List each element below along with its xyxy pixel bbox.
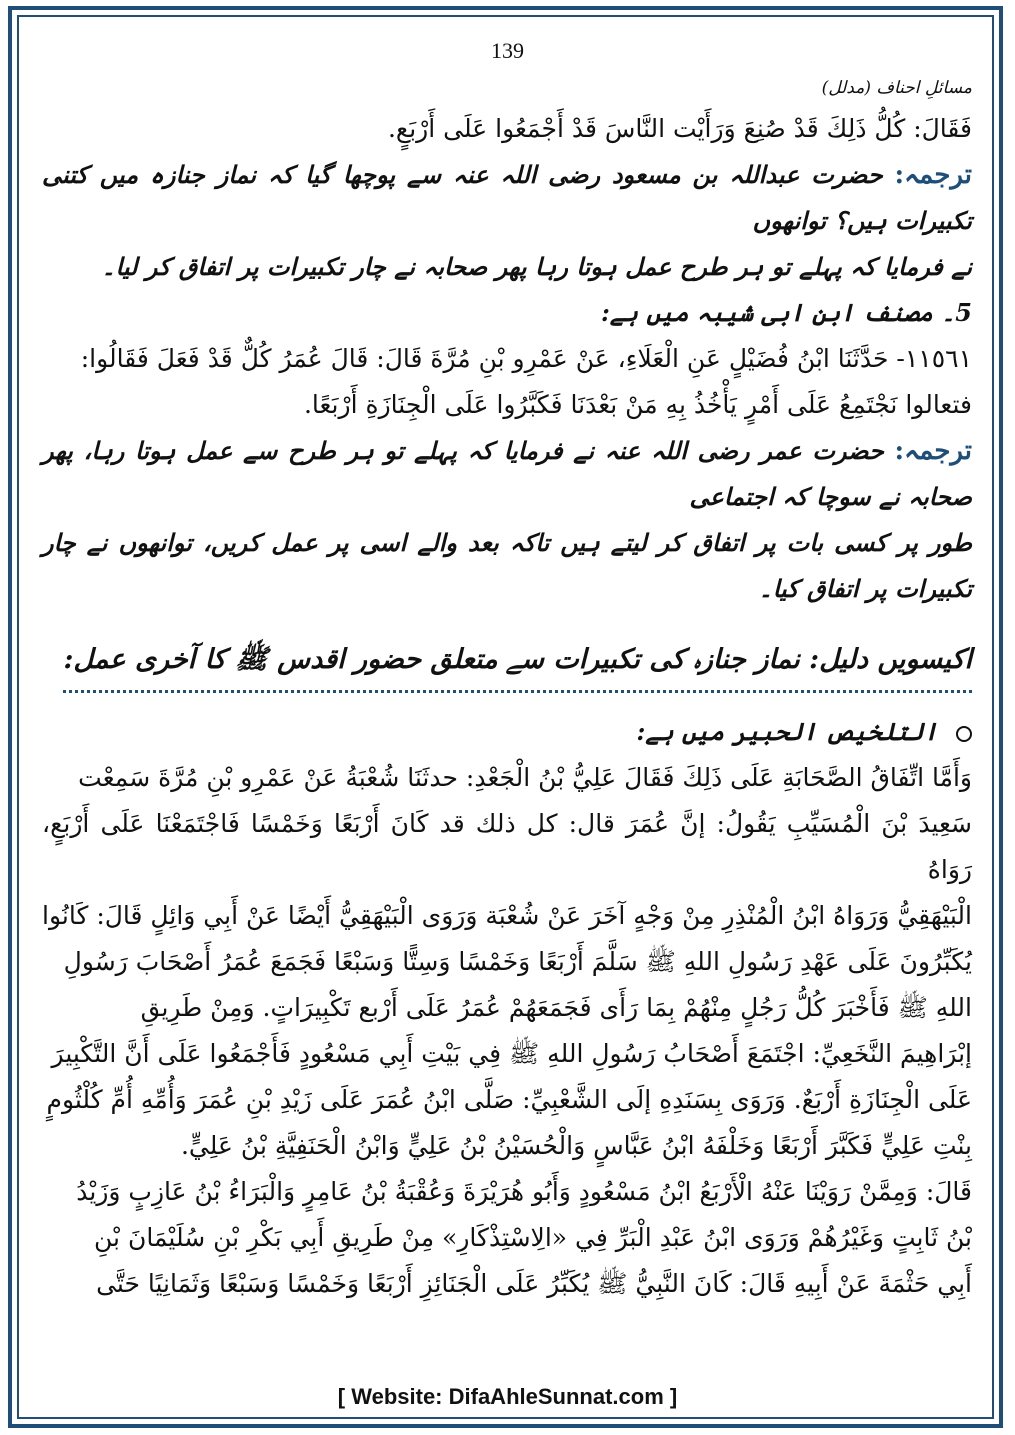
arabic-text-line: ١١٥٦١- حَدَّثَنَا ابْنُ فُضَيْلٍ عَنِ الْعَلَاءِ، عَنْ عَمْرِو بْنِ مُرَّةَ قَالَ: قَالَ عُمَرُ كُلٌّ قَدْ فَعَلَ فَقَالُوا: bbox=[80, 344, 972, 373]
source-text: التلخیص الحبیر میں ہے: bbox=[636, 717, 938, 746]
translation-text: حضرت عبداللہ بن مسعود رضی اللہ عنہ سے پوچھا گیا کہ نماز جنازہ میں کتنی تکبیرات ہیں؟ توانھوں bbox=[42, 160, 972, 235]
translation-label: ترجمہ: bbox=[894, 160, 972, 190]
arabic-text-line: فتعالوا نَجْتَمِعُ عَلَى أَمْرٍ يَأْخُذُ بِهِ مَنْ بَعْدَنَا فَكَبَّرُوا عَلَى الْجِنَازَةِ أَرْبَعًا. bbox=[303, 390, 972, 419]
source-line: 5۔ مصنف ابن ابی شیبہ میں ہے: bbox=[600, 298, 972, 327]
arabic-text-line: فَقَالَ: كُلُّ ذَلِكَ قَدْ صُنِعَ وَرَأَيْت النَّاسَ قَدْ أَجْمَعُوا عَلَى أَرْبَعٍ. bbox=[387, 114, 972, 143]
running-header: مسائلِ احناف (مدلل) bbox=[821, 78, 972, 98]
arabic-text-line: عَلَى الْجِنَازَةِ أَرْبَعٌ. وَرَوَى بِسَنَدِهِ إلَى الشَّعْبِيِّ: صَلَّى ابْنُ عُمَرَ عَلَى زَيْدِ بْنِ عُمَرَ وَأُمِّهِ أُمِّ كُلْثُومٍ bbox=[46, 1085, 972, 1114]
translation-line bbox=[42, 428, 972, 520]
heading-text: نماز جنازہ کی تکبیرات سے متعلق حضور اقدس ﷺ کا آخری عمل: bbox=[63, 644, 800, 675]
arabic-text-line: بْنُ ثَابِتٍ وَغَيْرُهُمْ وَرَوَى ابْنُ عَبْدِ الْبَرِّ فِي «الِاسْتِذْكَارِ» مِنْ طَرِيقِ أَبِي بَكْرِ بْنِ سُلَيْمَانَ بْنِ bbox=[94, 1223, 972, 1252]
circle-bullet-icon bbox=[956, 726, 972, 742]
arabic-text-line: اللهِ ﷺ فَأَخْبَرَ كُلُّ رَجُلٍ مِنْهُمْ بِمَا رَأَى فَجَمَعَهُمْ عُمَرُ عَلَى أَرْبع تَكْبِيرَاتٍ. وَمِنْ طَرِيقِ bbox=[140, 993, 972, 1022]
translation-line: طور پر کسی بات پر اتفاق کر لیتے ہیں تاکہ بعد والے اسی پر عمل کریں، توانھوں نے چار تکبیرات پر اتفاق کیا۔ bbox=[42, 528, 972, 603]
translation-line bbox=[42, 152, 972, 244]
arabic-text-line: إبْرَاهِيمَ النَّخَعِيِّ: اجْتَمَعَ أَصْحَابُ رَسُولِ اللهِ ﷺ فِي بَيْتِ أَبِي مَسْعُودٍ فَأَجْمَعُوا عَلَى أَنَّ التَّكْبِيرَ bbox=[51, 1039, 972, 1068]
translation-label: ترجمہ: bbox=[894, 436, 973, 466]
arabic-text-line: يُكَبِّرُونَ عَلَى عَهْدِ رَسُولِ اللهِ ﷺ سَلَّمَ أَرْبَعًا وَخَمْسًا وَسِتًّا وَسَبْعًا فَجَمَعَ عُمَرُ أَصْحَابَ رَسُولِ bbox=[63, 947, 972, 976]
arabic-text-line: سَعِيدَ بْنَ الْمُسَيِّبِ يَقُولُ: إنَّ عُمَرَ قال: كل ذلك قد كَانَ أَرْبَعًا وَخَمْسًا فَاجْتَمَعْنَا عَلَى أَرْبَعٍ، رَوَاهُ bbox=[42, 809, 972, 884]
arabic-text-line: بِنْتِ عَلِيٍّ فَكَبَّرَ أَرْبَعًا وَخَلْفَهُ ابْنُ عَبَّاسٍ وَالْحُسَيْنُ بْنُ عَلِيٍّ وَابْنُ الْحَنَفِيَّةِ بْنُ عَلِيٍّ. bbox=[180, 1131, 972, 1160]
arabic-text-line: قَالَ: وَمِمَّنْ رَوَيْنَا عَنْهُ الْأَرْبَعُ ابْنُ مَسْعُودٍ وَأَبُو هُرَيْرَةَ وَعُقْبَةُ بْنُ عَامِرٍ وَالْبَرَاءُ بْنُ عَازِبٍ وَزَيْدُ bbox=[76, 1177, 972, 1206]
arabic-text-line: وَأَمَّا اتِّفَاقُ الصَّحَابَةِ عَلَى ذَلِكَ فَقَالَ عَلِيُّ بْنُ الْجَعْدِ: حدثَنَا شُعْبَةُ عَنْ عَمْرِو بْنِ مُرَّةَ سَمِعْت bbox=[78, 763, 972, 792]
website-footer: [ Website: DifaAhleSunnat.com ] bbox=[337, 1384, 678, 1409]
heading-label: اکیسویں دلیل: bbox=[809, 644, 972, 675]
source-line bbox=[42, 709, 972, 755]
section-heading bbox=[63, 632, 972, 693]
arabic-text-line: الْبَيْهَقِيُّ وَرَوَاهُ ابْنُ الْمُنْذِرِ مِنْ وَجْهٍ آخَرَ عَنْ شُعْبَة وَرَوَى الْبَيْهَقِيُّ أَيْضًا عَنْ أَبِي وَائِلٍ قَالَ: كَانُوا bbox=[42, 901, 972, 930]
translation-text: حضرت عمر رضی اللہ عنہ نے فرمایا کہ پہلے تو ہر طرح سے عمل ہوتا رہا، پھر صحابہ نے سوچا کہ اجتماعی bbox=[42, 436, 972, 511]
page-number: 139 bbox=[491, 38, 524, 63]
arabic-text-line: أَبِي حَثْمَةَ عَنْ أَبِيهِ قَالَ: كَانَ النَّبِيُّ ﷺ يُكَبِّرُ عَلَى الْجَنَائِزِ أَرْبَعًا وَخَمْسًا وَسَبْعًا وَثَمَانِيًا حَتَّى bbox=[96, 1269, 972, 1298]
translation-line: نے فرمایا کہ پہلے تو ہر طرح عمل ہوتا رہا پھر صحابہ نے چار تکبیرات پر اتفاق کر لیا۔ bbox=[101, 252, 972, 281]
page-content bbox=[42, 78, 972, 1307]
